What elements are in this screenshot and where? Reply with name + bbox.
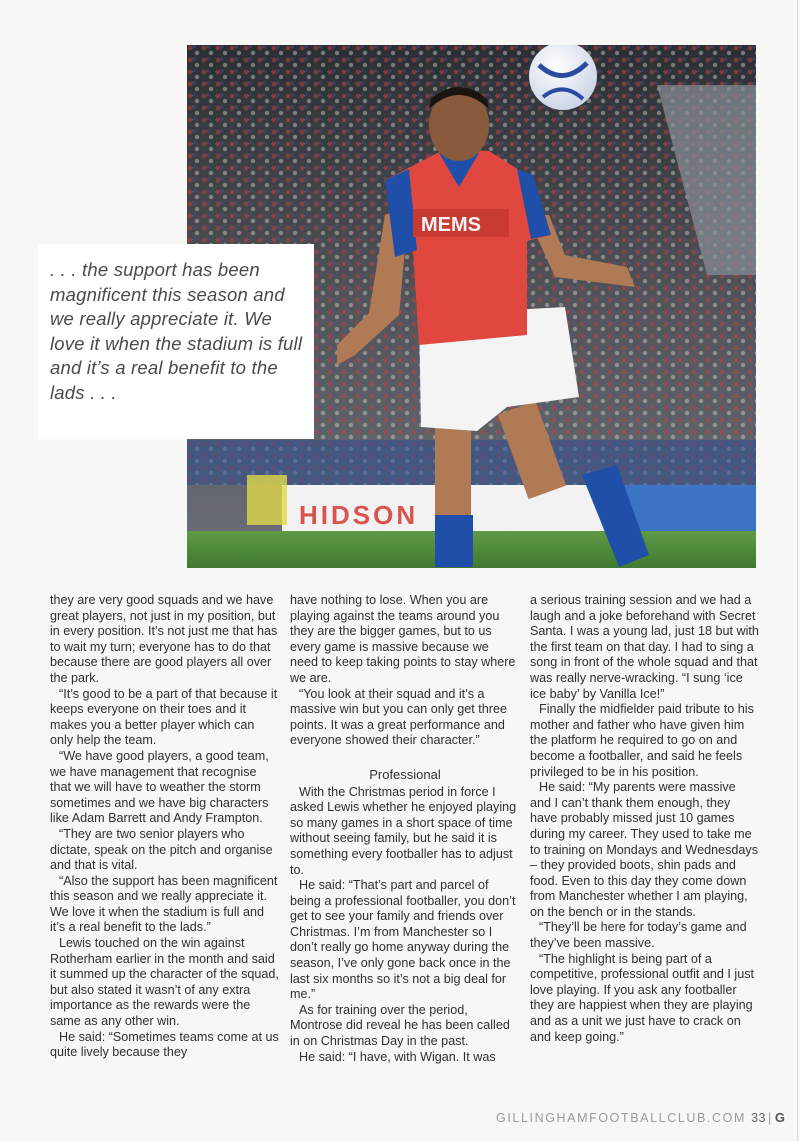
footer-website: GILLINGHAMFOOTBALLCLUB.COM [496, 1111, 746, 1125]
paragraph: “They’ll be here for today’s game and they’ve been massive. [530, 920, 747, 951]
paragraph: Lewis touched on the win against Rotherham earlier in the month and said it summed up the character of the squad, but also stated it wasn’t of any extra importance as the rewards were the same as any other win. [50, 936, 279, 1029]
paragraph: “It’s good to be a part of that because it keeps everyone on their toes and it makes you a better player which can only help the team. [50, 686, 278, 748]
section-subheading: Professional [369, 766, 441, 782]
article-column-3 [530, 593, 760, 1045]
paragraph: “They are two senior players who dictate, speak on the pitch and organise and that is vital. [50, 826, 273, 873]
paragraph: “You look at their squad and it’s a massive win but you can only get three points. It was a great performance and everyone showed their character.” [290, 686, 508, 748]
paragraph: have nothing to lose. When you are playing against the teams around you they are the bigger games, but to us every game is massive because we need to keep taking points to stay where we are. [290, 593, 516, 685]
article-column-1 [50, 593, 280, 1061]
paragraph: He said: “My parents were massive and I can’t thank them enough, they have probably missed just 10 games during my career. They used to take me to training on Mondays and Wednesdays – they provided boots, shin pads and food. Even to this day they come down from Manchester whether I am playing, on the bench or in the stands. [530, 780, 758, 919]
pull-quote-text: . . . the support has been magnificent this season and we really appreciate it. We love it when the stadium is full and it’s a real benefit to the lads . . . [50, 259, 303, 403]
pull-quote [38, 244, 314, 439]
page-number: 33 [751, 1111, 766, 1125]
paragraph: “We have good players, a good team, we have management that recognise that we will have to weather the storm sometimes and we have big characters like Adam Barrett and Andy Frampton. [50, 748, 269, 826]
paragraph: “Also the support has been magnificent this season and we really appreciate it. We love it when the stadium is full and it’s a real benefit to the lads.” [50, 873, 278, 935]
paragraph: “The highlight is being part of a competitive, professional outfit and I just love playing. If you ask any footballer they are happiest when they are playing and as a unit we just have to crack on and keep going.” [530, 951, 755, 1044]
paragraph: they are very good squads and we have great players, not just in my position, but in every position. It’s not just me that has to wait my turn; everyone has to do that because there are good players all over the park. [50, 593, 278, 685]
paragraph: He said: “Sometimes teams come at us quite lively because they [50, 1029, 279, 1060]
page-edge [797, 0, 798, 1141]
paragraph: He said: “I have, with Wigan. It was [299, 1049, 496, 1064]
club-logo-icon: G [774, 1110, 785, 1125]
paragraph: He said: “That’s part and parcel of being a professional footballer, you don’t get to see your family and friends over Christmas. I’m from Manchester so I don’t really go home anyway during the season, I’ve only gone back once in the last six months so it’s not a big deal for me.” [290, 878, 516, 1002]
paragraph: a serious training session and we had a laugh and a joke beforehand with Secret Santa. I was a young lad, just 18 but with the first team on that day. I had to sing a song in front of the whole squad and that was really nerve-wracking. “I sung ‘ice ice baby’ by Vanilla Ice!” [530, 593, 759, 701]
footer-separator: | [767, 1111, 773, 1125]
shirt-sponsor: MEMS [421, 214, 481, 236]
page-footer [496, 1110, 785, 1125]
article-column-2 [290, 593, 520, 1065]
hoarding-text: HIDSON [299, 500, 419, 530]
paragraph: Finally the midfielder paid tribute to his mother and father who have given him the platform he required to go on and become a footballer, and said he feels privileged to be in his position. [530, 702, 754, 779]
paragraph: With the Christmas period in force I asked Lewis whether he enjoyed playing so many games in a short space of time without seeing family, but he said it is something every footballer has to adjust to. [290, 784, 517, 877]
paragraph: As for training over the period, Montrose did reveal he has been called in on Christmas Day in the past. [290, 1002, 510, 1049]
